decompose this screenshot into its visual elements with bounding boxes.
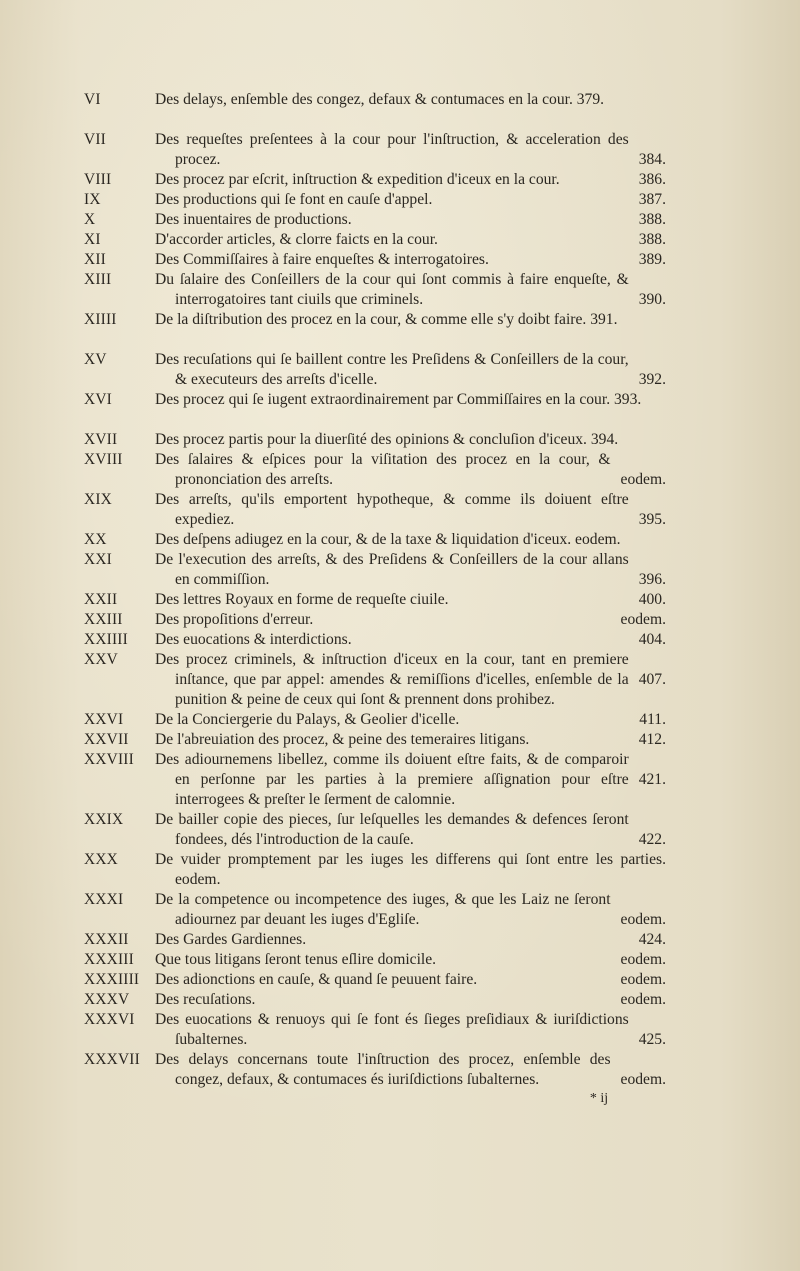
chapter-text: De la diſtribution des procez en la cour, & comme elle s'y doibt faire. 391. (155, 311, 618, 328)
chapter-title (155, 990, 666, 1010)
chapter-title (155, 550, 666, 590)
page-reference: 411. (639, 711, 666, 728)
toc-entry (0, 450, 800, 490)
chapter-number: VI (84, 91, 101, 108)
chapter-text: Des delays concernans toute l'inſtruction des procez, enſemble des congez, defaux, & contumaces és iuriſdictions ſubalternes. (155, 1051, 611, 1088)
chapter-title (155, 650, 666, 710)
chapter-text: Des procez criminels, & inſtruction d'iceux en la cour, tant en premiere inſtance, que par appel: amendes & remiſſions d'icelles, enſemble de la punition & peine de ceux qui ſont & prennent dons prohibez. (155, 651, 629, 708)
toc-entry (0, 750, 800, 810)
chapter-text: Des inuentaires de productions. (155, 211, 352, 228)
page-reference: eodem. (620, 1071, 666, 1088)
chapter-title (155, 430, 666, 450)
chapter-number: XXIX (84, 811, 124, 828)
chapter-title (155, 250, 666, 270)
toc-entry (0, 990, 800, 1010)
toc-entry (0, 270, 800, 310)
toc-entry (0, 250, 800, 270)
chapter-text: Des Gardes Gardiennes. (155, 931, 307, 948)
page-reference: 400. (638, 591, 666, 608)
chapter-title (155, 130, 666, 170)
chapter-title (155, 610, 666, 630)
page-reference: 407. (638, 671, 666, 688)
chapter-text: Des recuſations qui ſe baillent contre les Preſidens & Conſeillers de la cour, & executeurs des arreſts d'icelle. (155, 351, 629, 388)
toc-entry (0, 890, 800, 930)
toc-entry (0, 650, 800, 710)
page-reference: 396. (638, 571, 666, 588)
chapter-text: Des adionctions en cauſe, & quand ſe peuuent faire. (155, 971, 478, 988)
page-reference: eodem. (620, 991, 666, 1008)
toc-entry (0, 850, 800, 890)
toc-entry (0, 210, 800, 230)
chapter-title (155, 590, 666, 610)
chapter-number: XXII (84, 591, 118, 608)
toc-entry (0, 730, 800, 750)
chapter-title (155, 810, 666, 850)
page-reference: eodem. (620, 471, 666, 488)
chapter-title (155, 270, 666, 310)
toc-entry (0, 630, 800, 650)
page-reference: 425. (638, 1031, 666, 1048)
chapter-text: De la competence ou incompetence des iuges, & que les Laiz ne ſeront adiournez par deuant les iuges d'Egliſe. (155, 891, 611, 928)
chapter-number: XXIIII (84, 631, 128, 648)
chapter-title (155, 890, 666, 930)
chapter-title (155, 1050, 666, 1090)
chapter-text: Des lettres Royaux en forme de requeſte ciuile. (155, 591, 449, 608)
chapter-number: XVIII (84, 451, 123, 468)
page-reference: 384. (638, 151, 666, 168)
chapter-title (155, 950, 666, 970)
chapter-text: De l'execution des arreſts, & des Preſidens & Conſeillers de la cour allans en commiſſion. (155, 551, 629, 588)
chapter-text: Des procez partis pour la diuerſité des opinions & concluſion d'iceux. 394. (155, 431, 619, 448)
toc-entry (0, 170, 800, 190)
chapter-title (155, 350, 666, 390)
chapter-text: Des euocations & interdictions. (155, 631, 352, 648)
page-reference: 392. (638, 371, 666, 388)
toc-entry (0, 90, 800, 110)
chapter-title (155, 190, 666, 210)
toc-entry (0, 310, 800, 330)
chapter-number: XII (84, 251, 106, 268)
chapter-text: Des deſpens adiugez en la cour, & de la taxe & liquidation d'iceux. eodem. (155, 531, 621, 548)
chapter-number: IX (84, 191, 101, 208)
chapter-title (155, 730, 666, 750)
chapter-text: De l'abreuiation des procez, & peine des temeraires litigans. (155, 731, 530, 748)
chapter-number: XXVI (84, 711, 124, 728)
chapter-text: D'accorder articles, & clorre faicts en la cour. (155, 231, 438, 248)
toc-entry (0, 490, 800, 530)
chapter-number: XXV (84, 651, 118, 668)
chapter-text: Des arreſts, qu'ils emportent hypotheque, & comme ils doiuent eſtre expediez. (155, 491, 629, 528)
chapter-text: Des procez qui ſe iugent extraordinairement par Commiſſaires en la cour. 393. (155, 391, 642, 408)
chapter-number: XI (84, 231, 101, 248)
chapter-title (155, 530, 666, 550)
chapter-title (155, 1010, 666, 1050)
chapter-number: XIX (84, 491, 112, 508)
chapter-text: De la Conciergerie du Palays, & Geolier d'icelle. (155, 711, 460, 728)
chapter-title (155, 490, 666, 530)
chapter-title (155, 970, 666, 990)
page-reference: 387. (638, 191, 666, 208)
chapter-title (155, 450, 666, 490)
chapter-number: XXVII (84, 731, 129, 748)
toc-entry (0, 710, 800, 730)
toc-entry (0, 350, 800, 390)
chapter-title (155, 230, 666, 250)
chapter-number: XXIII (84, 611, 123, 628)
page-reference: eodem. (620, 611, 666, 628)
chapter-number: XXXI (84, 891, 124, 908)
chapter-title (155, 630, 666, 650)
chapter-number: XIIII (84, 311, 117, 328)
chapter-text: Du ſalaire des Conſeillers de la cour qui ſont commis à faire enqueſte, & interrogatoires tant ciuils que criminels. (155, 271, 629, 308)
chapter-text: Des ſalaires & eſpices pour la viſitation des procez en la cour, & prononciation des arreſts. (155, 451, 611, 488)
chapter-text: Des procez par eſcrit, inſtruction & expedition d'iceux en la cour. (155, 171, 560, 188)
page-reference: 395. (638, 511, 666, 528)
chapter-text: De bailler copie des pieces, ſur leſquelles les demandes & defences ſeront fondees, dés l'introduction de la cauſe. (155, 811, 629, 848)
toc-entry (0, 970, 800, 990)
page-reference: 388. (638, 231, 666, 248)
page-reference: eodem. (620, 971, 666, 988)
chapter-text: Des euocations & renuoys qui ſe font és ſieges preſidiaux & iuriſdictions ſubalternes. (155, 1011, 629, 1048)
page-reference: 421. (638, 771, 666, 788)
chapter-text: Que tous litigans ſeront tenus eſlire domicile. (155, 951, 437, 968)
toc-entry (0, 230, 800, 250)
chapter-text: Des productions qui ſe font en cauſe d'appel. (155, 191, 433, 208)
toc-entry (0, 930, 800, 950)
chapter-title (155, 90, 666, 110)
chapter-number: XVII (84, 431, 118, 448)
page-reference: 389. (638, 251, 666, 268)
chapter-text: Des requeſtes preſentees à la cour pour l'inſtruction, & acceleration des procez. (155, 131, 629, 168)
chapter-number: XXXIIII (84, 971, 140, 988)
chapter-text: De vuider promptement par les iuges les differens qui ſont entre les parties. eodem. (155, 851, 666, 888)
toc-entry (0, 1010, 800, 1050)
toc-entry (0, 1050, 800, 1090)
toc-entry (0, 950, 800, 970)
toc-entry (0, 550, 800, 590)
chapter-number: XXXIII (84, 951, 134, 968)
chapter-title (155, 310, 666, 330)
chapter-number: XXI (84, 551, 112, 568)
page-reference: 390. (638, 291, 666, 308)
chapter-title (155, 750, 666, 810)
chapter-text: Des recuſations. (155, 991, 256, 1008)
chapter-title (155, 210, 666, 230)
chapter-title (155, 850, 666, 890)
chapter-number: XIII (84, 271, 112, 288)
toc-entry (0, 590, 800, 610)
chapter-text: Des adiournemens libellez, comme ils doiuent eſtre faits, & de comparoir en perſonne par les parties à la premiere aſſignation pour eſtre interrogees & preſter le ſerment de calomnie. (155, 751, 629, 808)
chapter-number: VII (84, 131, 106, 148)
toc-entry (0, 530, 800, 550)
chapter-text: Des delays, enſemble des congez, defaux & contumaces en la cour. 379. (155, 91, 605, 108)
chapter-number: XXXVI (84, 1011, 135, 1028)
toc-entry (0, 610, 800, 630)
chapter-number: XXXVII (84, 1051, 140, 1068)
toc-entry (0, 810, 800, 850)
chapter-title (155, 710, 666, 730)
page-reference: 386. (638, 171, 666, 188)
page-reference: eodem. (620, 911, 666, 928)
chapter-number: XX (84, 531, 107, 548)
chapter-number: XXX (84, 851, 118, 868)
chapter-number: VIII (84, 171, 112, 188)
signature-mark: * ij (589, 1091, 609, 1106)
chapter-text: Des propoſitions d'erreur. (155, 611, 314, 628)
chapter-number: XXXV (84, 991, 130, 1008)
chapter-title (155, 170, 666, 190)
chapter-number: XVI (84, 391, 112, 408)
chapter-number: XXXII (84, 931, 129, 948)
page-reference: 424. (638, 931, 666, 948)
page-reference: 388. (638, 211, 666, 228)
toc-entry (0, 190, 800, 210)
chapter-title (155, 390, 666, 410)
page-reference: 422. (638, 831, 666, 848)
chapter-number: XXVIII (84, 751, 134, 768)
chapter-number: X (84, 211, 96, 228)
chapter-number: XV (84, 351, 107, 368)
toc-entry (0, 390, 800, 410)
page-reference: eodem. (620, 951, 666, 968)
chapter-text: Des Commiſſaires à faire enqueſtes & interrogatoires. (155, 251, 489, 268)
page-reference: 412. (638, 731, 666, 748)
chapter-title (155, 930, 666, 950)
page-reference: 404. (638, 631, 666, 648)
toc-entry (0, 430, 800, 450)
toc-entry (0, 130, 800, 170)
